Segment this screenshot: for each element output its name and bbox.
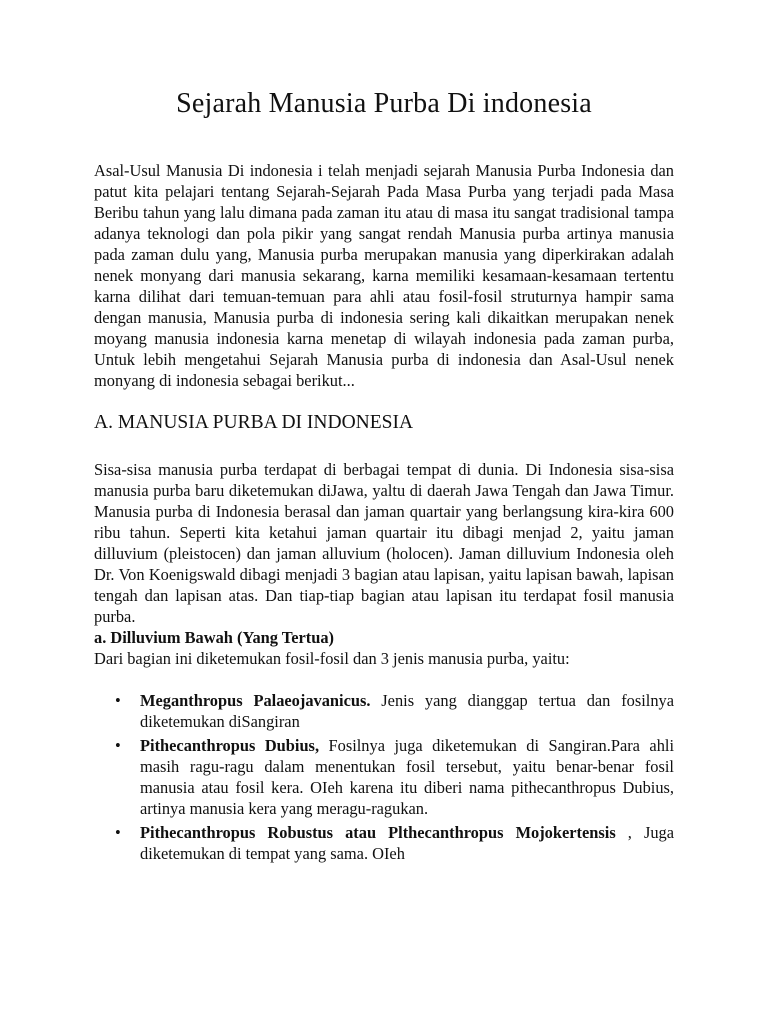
sub-intro-paragraph: Dari bagian ini diketemukan fosil-fosil dan 3 jenis manusia purba, yaitu: xyxy=(94,649,570,668)
bullet-icon: • xyxy=(115,736,121,755)
section-paragraph: Sisa-sisa manusia purba terdapat di berbagai tempat di dunia. Di Indonesia sisa-sisa manusia purba baru diketemukan diJawa, yaltu di daerah Jawa Tengah dan Jawa Timur. Manusia purba di Indonesia berasal dan jaman quartair yang berlangsung kira-kira 600 ribu tahun. Seperti kita ketahui jaman quartair itu dibagi menjad 2, yaitu jaman dilluvium (pleistocen) dan jaman alluvium (holocen). Jaman dilluvium Indonesia oleh Dr. Von Koenigswald dibagi menjadi 3 bagian atau lapisan, yaitu lapisan bawah, lapisan tengah dan lapisan atas. Dan tiap-tiap bagian atau lapisan itu terdapat fosil manusia purba. xyxy=(94,460,674,626)
document-page xyxy=(94,84,674,867)
species-description: Fosilnya juga diketemukan di Sangiran.Para ahli masih ragu-ragu dalam menentukan fosil tersebut, yaitu benar-benar fosil manusia atau fosil kera. OIeh karena itu diberi nama pithecanthropus Dubius, artinya manusia kera yang meragu-ragukan. xyxy=(140,736,674,818)
species-name: Pithecanthropus Dubius, xyxy=(140,736,320,755)
bullet-icon: • xyxy=(115,691,121,710)
page-title: Sejarah Manusia Purba Di indonesia xyxy=(176,88,592,119)
species-description: Jenis yang dianggap tertua dan fosilnya diketemukan diSangiran xyxy=(140,691,675,731)
list-item xyxy=(115,822,675,864)
list-item xyxy=(115,690,675,732)
subheading: a. Dilluvium Bawah (Yang Tertua) xyxy=(94,628,334,647)
section-heading: A. MANUSIA PURBA DI INDONESIA xyxy=(94,412,414,433)
species-name: Meganthropus Palaeojavanicus. xyxy=(140,691,371,710)
intro-paragraph: Asal-Usul Manusia Di indonesia i telah menjadi sejarah Manusia Purba Indonesia dan patut kita pelajari tentang Sejarah-Sejarah Pada Masa Purba yang terjadi pada Masa Beribu tahun yang lalu dimana pada zaman itu atau di masa itu sangat tradisional tampa adanya teknologi dan pola pikir yang sangat rendah Manusia purba artinya manusia pada zaman dulu yang, Manusia purba merupakan manusia yang diperkirakan adalah nenek monyang dari manusia sekarang, karna memiliki kesamaan-kesamaan tertentu karna dilihat dari temuan-temuan para ahli atau fosil-fosil struturnya hampir sama dengan manusia, Manusia purba di indonesia sering kali dikaitkan merupakan nenek moyang manusia indonesia karna menetap di wilayah indonesia pada zaman purba, Untuk lebih mengetahui Sejarah Manusia purba di indonesia dan Asal-Usul nenek monyang di indonesia sebagai berikut... xyxy=(94,161,674,390)
species-name: Pithecanthropus Robustus atau Plthecanthropus Mojokertensis xyxy=(140,823,616,842)
species-list xyxy=(94,690,674,864)
species-description: , Juga diketemukan di tempat yang sama. OIeh xyxy=(140,823,675,863)
list-item xyxy=(115,735,674,819)
bullet-icon: • xyxy=(115,823,121,842)
